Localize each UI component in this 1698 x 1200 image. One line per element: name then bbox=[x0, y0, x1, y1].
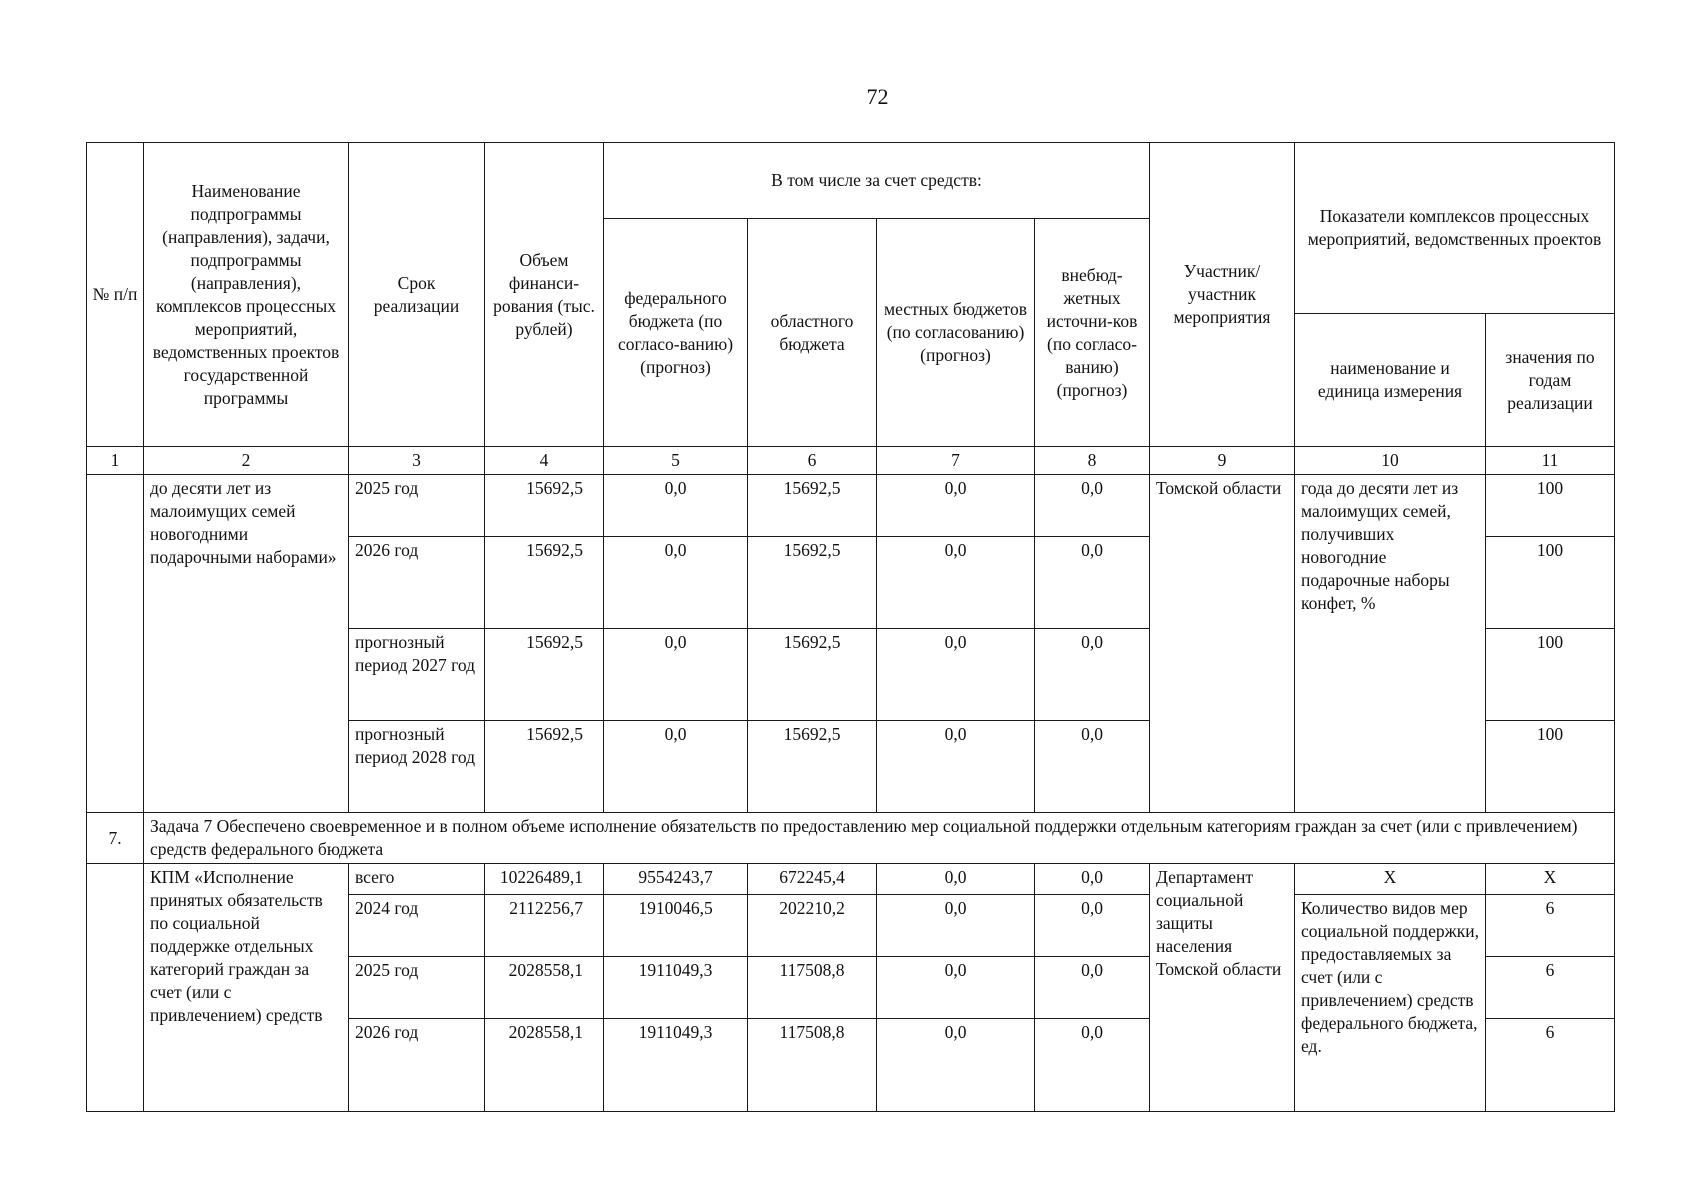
federal-cell: 9554243,7 bbox=[604, 864, 748, 895]
regional-cell: 15692,5 bbox=[748, 475, 877, 537]
federal-cell: 1911049,3 bbox=[604, 1019, 748, 1112]
page-number: 72 bbox=[866, 84, 889, 109]
local-cell: 0,0 bbox=[877, 721, 1035, 813]
indicator-name-cell: X bbox=[1295, 864, 1486, 895]
period-cell: 2025 год bbox=[349, 475, 485, 537]
indicator-name-cell: Количество видов мер социальной поддержки, предоставляемых за счет (или с привлечением) средств федерального бюджета, ед. bbox=[1295, 895, 1486, 1112]
activity-name: КПМ «Исполнение принятых обязательств по социальной поддержке отдельных категорий граждан за счет (или с привлечением) средств bbox=[144, 864, 349, 1112]
column-number: 9 bbox=[1150, 447, 1295, 475]
period-cell: прогнозный период 2028 год bbox=[349, 721, 485, 813]
extrabudgetary-cell: 0,0 bbox=[1035, 895, 1150, 957]
total-cell: 15692,5 bbox=[485, 629, 604, 721]
local-cell: 0,0 bbox=[877, 629, 1035, 721]
federal-cell: 0,0 bbox=[604, 721, 748, 813]
local-cell: 0,0 bbox=[877, 895, 1035, 957]
federal-cell: 0,0 bbox=[604, 475, 748, 537]
column-number: 1 bbox=[87, 447, 144, 475]
column-number: 8 bbox=[1035, 447, 1150, 475]
local-cell: 0,0 bbox=[877, 537, 1035, 629]
regional-cell: 15692,5 bbox=[748, 721, 877, 813]
total-cell: 2028558,1 bbox=[485, 1019, 604, 1112]
task-row bbox=[87, 813, 1615, 864]
indicator-value-cell: 6 bbox=[1486, 957, 1615, 1019]
column-number: 2 bbox=[144, 447, 349, 475]
period-cell: 2024 год bbox=[349, 895, 485, 957]
participant-cell: Департамент социальной защиты населения Томской области bbox=[1150, 864, 1295, 1112]
extrabudgetary-cell: 0,0 bbox=[1035, 957, 1150, 1019]
total-cell: 2028558,1 bbox=[485, 957, 604, 1019]
indicator-value-cell: 100 bbox=[1486, 475, 1615, 537]
column-number: 10 bbox=[1295, 447, 1486, 475]
total-cell: 2112256,7 bbox=[485, 895, 604, 957]
row-number-empty bbox=[87, 864, 144, 1112]
local-cell: 0,0 bbox=[877, 864, 1035, 895]
federal-cell: 0,0 bbox=[604, 629, 748, 721]
regional-cell: 15692,5 bbox=[748, 629, 877, 721]
indicator-value-cell: 100 bbox=[1486, 629, 1615, 721]
header-indicator-values: значения по годам реализации bbox=[1486, 314, 1615, 447]
total-cell: 15692,5 bbox=[485, 721, 604, 813]
federal-cell: 0,0 bbox=[604, 537, 748, 629]
column-number: 3 bbox=[349, 447, 485, 475]
table-row bbox=[87, 864, 1615, 895]
extrabudgetary-cell: 0,0 bbox=[1035, 721, 1150, 813]
header-local: местных бюджетов (по согласованию) (прогноз) bbox=[877, 219, 1035, 447]
indicator-value-cell: X bbox=[1486, 864, 1615, 895]
total-cell: 10226489,1 bbox=[485, 864, 604, 895]
total-cell: 15692,5 bbox=[485, 475, 604, 537]
header-federal: федерального бюджета (по согласо-ванию) (прогноз) bbox=[604, 219, 748, 447]
header-regional: областного бюджета bbox=[748, 219, 877, 447]
header-extrabudgetary: внебюд-жетных источни-ков (по согласо-ванию) (прогноз) bbox=[1035, 219, 1150, 447]
header-total-volume: Объем финанси-рования (тыс. рублей) bbox=[485, 143, 604, 447]
header-number: № п/п bbox=[87, 143, 144, 447]
extrabudgetary-cell: 0,0 bbox=[1035, 475, 1150, 537]
extrabudgetary-cell: 0,0 bbox=[1035, 864, 1150, 895]
local-cell: 0,0 bbox=[877, 1019, 1035, 1112]
indicator-name-cell: года до десяти лет из малоимущих семей, получивших новогодние подарочные наборы конфет, % bbox=[1295, 475, 1486, 813]
local-cell: 0,0 bbox=[877, 475, 1035, 537]
indicator-value-cell: 100 bbox=[1486, 537, 1615, 629]
header-indicator-name: наименование и единица измерения bbox=[1295, 314, 1486, 447]
federal-cell: 1911049,3 bbox=[604, 957, 748, 1019]
local-cell: 0,0 bbox=[877, 957, 1035, 1019]
period-cell: 2026 год bbox=[349, 537, 485, 629]
column-number: 5 bbox=[604, 447, 748, 475]
extrabudgetary-cell: 0,0 bbox=[1035, 629, 1150, 721]
regional-cell: 15692,5 bbox=[748, 537, 877, 629]
indicator-value-cell: 6 bbox=[1486, 895, 1615, 957]
period-cell: 2026 год bbox=[349, 1019, 485, 1112]
regional-cell: 672245,4 bbox=[748, 864, 877, 895]
period-cell: всего bbox=[349, 864, 485, 895]
task-text: Задача 7 Обеспечено своевременное и в полном объеме исполнение обязательств по предоставлению мер социальной поддержки отдельным категориям граждан за счет (или с привлечением) средств федерального бюджета bbox=[144, 813, 1615, 864]
header-period: Срок реализации bbox=[349, 143, 485, 447]
federal-cell: 1910046,5 bbox=[604, 895, 748, 957]
column-number: 7 bbox=[877, 447, 1035, 475]
table-row bbox=[87, 475, 1615, 537]
regional-cell: 202210,2 bbox=[748, 895, 877, 957]
header-name: Наименование подпрограммы (направления), задачи, подпрограммы (направления), комплексов процессных мероприятий, ведомственных проектов государственной программы bbox=[144, 143, 349, 447]
header-participant: Участник/ участник мероприятия bbox=[1150, 143, 1295, 447]
indicator-value-cell: 100 bbox=[1486, 721, 1615, 813]
activity-name: до десяти лет из малоимущих семей новогодними подарочными наборами» bbox=[144, 475, 349, 813]
financing-table bbox=[86, 142, 1615, 1112]
header-sources-group: В том числе за счет средств: bbox=[604, 143, 1150, 219]
period-cell: 2025 год bbox=[349, 957, 485, 1019]
regional-cell: 117508,8 bbox=[748, 1019, 877, 1112]
total-cell: 15692,5 bbox=[485, 537, 604, 629]
extrabudgetary-cell: 0,0 bbox=[1035, 1019, 1150, 1112]
regional-cell: 117508,8 bbox=[748, 957, 877, 1019]
column-number: 6 bbox=[748, 447, 877, 475]
column-number: 4 bbox=[485, 447, 604, 475]
header-indicators-group: Показатели комплексов процессных мероприятий, ведомственных проектов bbox=[1295, 143, 1615, 314]
column-number: 11 bbox=[1486, 447, 1615, 475]
participant-cell: Томской области bbox=[1150, 475, 1295, 813]
task-number: 7. bbox=[87, 813, 144, 864]
extrabudgetary-cell: 0,0 bbox=[1035, 537, 1150, 629]
row-number-empty bbox=[87, 475, 144, 813]
indicator-value-cell: 6 bbox=[1486, 1019, 1615, 1112]
period-cell: прогнозный период 2027 год bbox=[349, 629, 485, 721]
